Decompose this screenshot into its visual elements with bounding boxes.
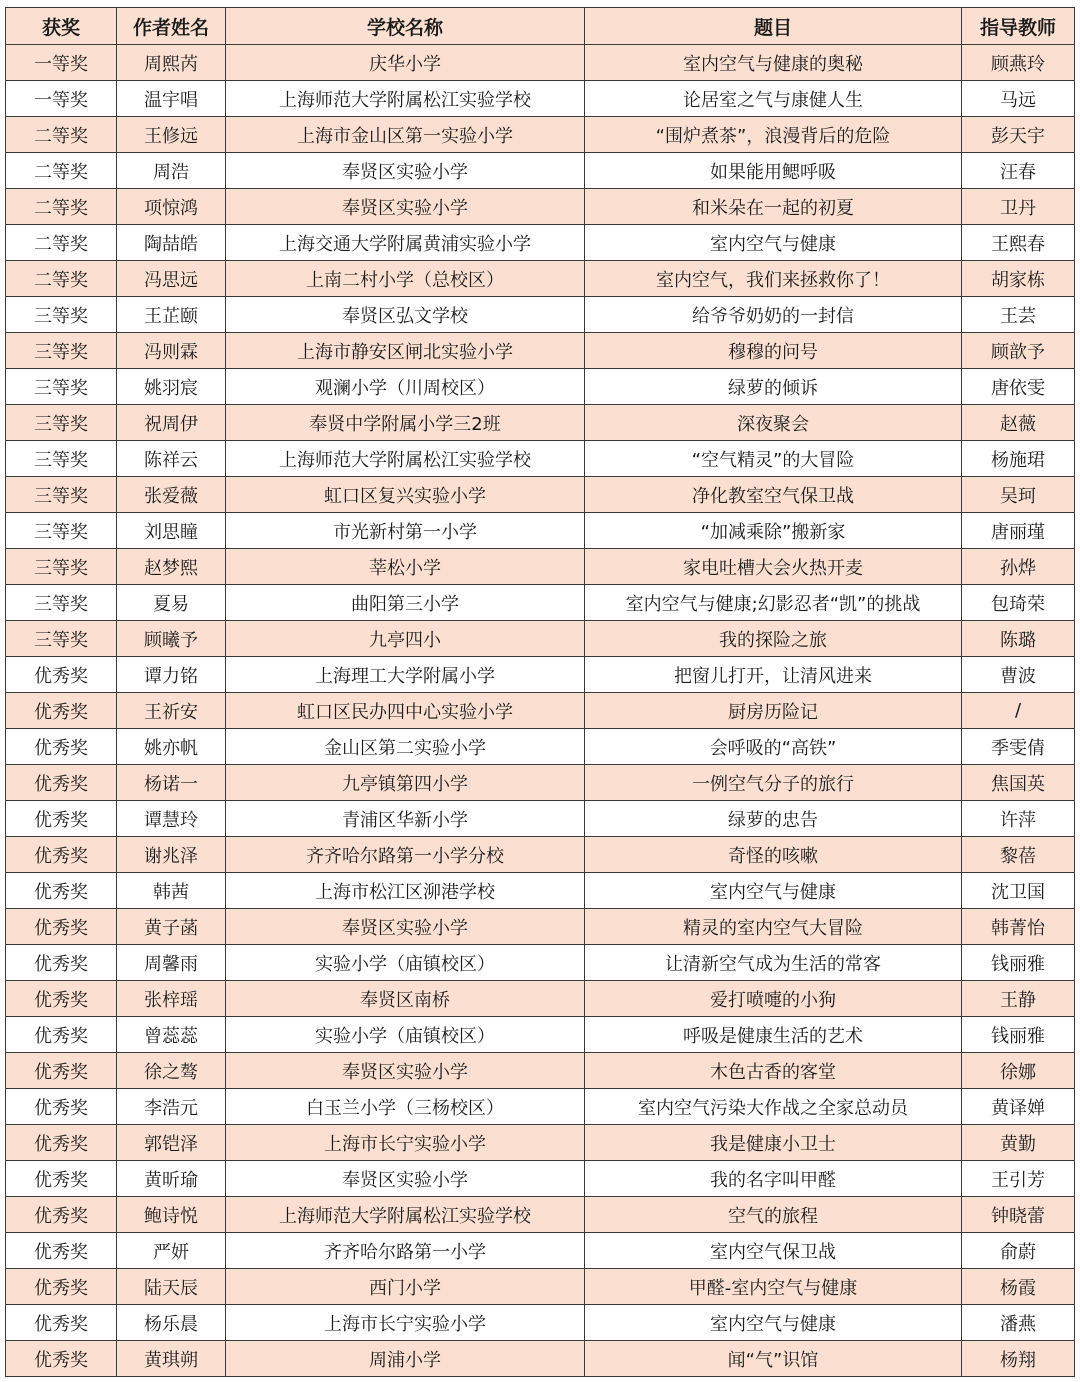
table-row xyxy=(6,1017,1075,1053)
award-cell: 二等奖 xyxy=(6,153,117,189)
author-cell: 赵梦熙 xyxy=(117,549,226,585)
teacher-cell: 钱丽雅 xyxy=(962,945,1075,981)
teacher-cell: 黄译婵 xyxy=(962,1089,1075,1125)
teacher-cell: 杨霞 xyxy=(962,1269,1075,1305)
school-cell: 西门小学 xyxy=(226,1269,585,1305)
table-row xyxy=(6,117,1075,153)
table-row xyxy=(6,729,1075,765)
title-cell: 厨房历险记 xyxy=(585,693,962,729)
award-cell: 优秀奖 xyxy=(6,837,117,873)
author-cell: 姚羽宸 xyxy=(117,369,226,405)
school-cell: 上海师范大学附属松江实验学校 xyxy=(226,441,585,477)
table-row xyxy=(6,549,1075,585)
author-cell: 王芷颐 xyxy=(117,297,226,333)
header-row xyxy=(6,8,1075,45)
header-teacher: 指导教师 xyxy=(962,8,1075,45)
award-cell: 优秀奖 xyxy=(6,1341,117,1377)
title-cell: 室内空气与健康的奥秘 xyxy=(585,45,962,81)
award-cell: 优秀奖 xyxy=(6,657,117,693)
table-row xyxy=(6,693,1075,729)
author-cell: 陈祥云 xyxy=(117,441,226,477)
title-cell: 室内空气与健康 xyxy=(585,225,962,261)
title-cell: 室内空气保卫战 xyxy=(585,1233,962,1269)
author-cell: 项惊鸿 xyxy=(117,189,226,225)
school-cell: 莘松小学 xyxy=(226,549,585,585)
author-cell: 黄琪朔 xyxy=(117,1341,226,1377)
title-cell: 室内空气与健康 xyxy=(585,873,962,909)
teacher-cell: 胡家栋 xyxy=(962,261,1075,297)
title-cell: 穆穆的问号 xyxy=(585,333,962,369)
author-cell: 周浩 xyxy=(117,153,226,189)
award-cell: 优秀奖 xyxy=(6,801,117,837)
table-row xyxy=(6,477,1075,513)
teacher-cell: 潘燕 xyxy=(962,1305,1075,1341)
table-row xyxy=(6,1053,1075,1089)
header-award: 获奖 xyxy=(6,8,117,45)
title-cell: 把窗儿打开，让清风进来 xyxy=(585,657,962,693)
title-cell: 我的探险之旅 xyxy=(585,621,962,657)
teacher-cell: 陈璐 xyxy=(962,621,1075,657)
author-cell: 周熙芮 xyxy=(117,45,226,81)
author-cell: 顾曦予 xyxy=(117,621,226,657)
title-cell: 我是健康小卫士 xyxy=(585,1125,962,1161)
author-cell: 陶喆皓 xyxy=(117,225,226,261)
table-row xyxy=(6,1305,1075,1341)
header-school: 学校名称 xyxy=(226,8,585,45)
teacher-cell: 徐娜 xyxy=(962,1053,1075,1089)
title-cell: 我的名字叫甲醛 xyxy=(585,1161,962,1197)
teacher-cell: 顾歆予 xyxy=(962,333,1075,369)
author-cell: 陆天辰 xyxy=(117,1269,226,1305)
school-cell: 上海市金山区第一实验小学 xyxy=(226,117,585,153)
award-cell: 三等奖 xyxy=(6,333,117,369)
title-cell: 爱打喷嚏的小狗 xyxy=(585,981,962,1017)
awards-table-container xyxy=(5,7,1074,1377)
title-cell: 室内空气污染大作战之全家总动员 xyxy=(585,1089,962,1125)
teacher-cell: 包琦荣 xyxy=(962,585,1075,621)
school-cell: 周浦小学 xyxy=(226,1341,585,1377)
award-cell: 优秀奖 xyxy=(6,1233,117,1269)
teacher-cell: 汪春 xyxy=(962,153,1075,189)
teacher-cell: 黎蓓 xyxy=(962,837,1075,873)
award-cell: 优秀奖 xyxy=(6,1305,117,1341)
school-cell: 市光新村第一小学 xyxy=(226,513,585,549)
table-row xyxy=(6,981,1075,1017)
title-cell: 给爷爷奶奶的一封信 xyxy=(585,297,962,333)
title-cell: 如果能用鳃呼吸 xyxy=(585,153,962,189)
award-cell: 优秀奖 xyxy=(6,765,117,801)
school-cell: 上海师范大学附属松江实验学校 xyxy=(226,81,585,117)
teacher-cell: 顾燕玲 xyxy=(962,45,1075,81)
school-cell: 上海市长宁实验小学 xyxy=(226,1305,585,1341)
award-cell: 二等奖 xyxy=(6,225,117,261)
school-cell: 上海市静安区闸北实验小学 xyxy=(226,333,585,369)
teacher-cell: 焦国英 xyxy=(962,765,1075,801)
award-cell: 优秀奖 xyxy=(6,693,117,729)
award-cell: 优秀奖 xyxy=(6,981,117,1017)
title-cell: 室内空气与健康;幻影忍者“凯”的挑战 xyxy=(585,585,962,621)
table-row xyxy=(6,1341,1075,1377)
award-cell: 二等奖 xyxy=(6,189,117,225)
table-header xyxy=(6,8,1075,45)
header-title: 题目 xyxy=(585,8,962,45)
table-row xyxy=(6,225,1075,261)
award-cell: 三等奖 xyxy=(6,441,117,477)
teacher-cell: 唐依雯 xyxy=(962,369,1075,405)
award-cell: 优秀奖 xyxy=(6,873,117,909)
teacher-cell: 唐丽瑾 xyxy=(962,513,1075,549)
author-cell: 黄子菡 xyxy=(117,909,226,945)
author-cell: 冯思远 xyxy=(117,261,226,297)
table-row xyxy=(6,945,1075,981)
table-row xyxy=(6,1233,1075,1269)
school-cell: 白玉兰小学（三杨校区） xyxy=(226,1089,585,1125)
teacher-cell: 王熙春 xyxy=(962,225,1075,261)
school-cell: 上海市长宁实验小学 xyxy=(226,1125,585,1161)
teacher-cell: 曹波 xyxy=(962,657,1075,693)
header-author: 作者姓名 xyxy=(117,8,226,45)
table-row xyxy=(6,1197,1075,1233)
table-row xyxy=(6,1125,1075,1161)
title-cell: 和米朵在一起的初夏 xyxy=(585,189,962,225)
title-cell: “加减乘除”搬新家 xyxy=(585,513,962,549)
teacher-cell: 沈卫国 xyxy=(962,873,1075,909)
award-cell: 三等奖 xyxy=(6,369,117,405)
table-row xyxy=(6,45,1075,81)
table-row xyxy=(6,1161,1075,1197)
school-cell: 九亭镇第四小学 xyxy=(226,765,585,801)
author-cell: 周馨雨 xyxy=(117,945,226,981)
title-cell: 闻“气”识馆 xyxy=(585,1341,962,1377)
title-cell: 家电吐槽大会火热开麦 xyxy=(585,549,962,585)
award-cell: 优秀奖 xyxy=(6,1269,117,1305)
table-row xyxy=(6,873,1075,909)
title-cell: 精灵的室内空气大冒险 xyxy=(585,909,962,945)
teacher-cell: 钟晓蕾 xyxy=(962,1197,1075,1233)
award-cell: 优秀奖 xyxy=(6,729,117,765)
school-cell: 奉贤区实验小学 xyxy=(226,1161,585,1197)
award-cell: 三等奖 xyxy=(6,297,117,333)
title-cell: 绿萝的忠告 xyxy=(585,801,962,837)
award-cell: 三等奖 xyxy=(6,549,117,585)
school-cell: 实验小学（庙镇校区） xyxy=(226,945,585,981)
title-cell: 绿萝的倾诉 xyxy=(585,369,962,405)
author-cell: 杨乐晨 xyxy=(117,1305,226,1341)
author-cell: 姚亦帆 xyxy=(117,729,226,765)
author-cell: 曾蕊蕊 xyxy=(117,1017,226,1053)
teacher-cell: 季雯倩 xyxy=(962,729,1075,765)
school-cell: 奉贤区实验小学 xyxy=(226,189,585,225)
award-cell: 一等奖 xyxy=(6,45,117,81)
author-cell: 冯则霖 xyxy=(117,333,226,369)
table-row xyxy=(6,513,1075,549)
title-cell: 室内空气，我们来拯救你了！ xyxy=(585,261,962,297)
table-row xyxy=(6,405,1075,441)
award-cell: 优秀奖 xyxy=(6,1053,117,1089)
school-cell: 虹口区民办四中心实验小学 xyxy=(226,693,585,729)
school-cell: 青浦区华新小学 xyxy=(226,801,585,837)
award-cell: 优秀奖 xyxy=(6,1197,117,1233)
title-cell: 论居室之气与康健人生 xyxy=(585,81,962,117)
school-cell: 奉贤区弘文学校 xyxy=(226,297,585,333)
author-cell: 刘思瞳 xyxy=(117,513,226,549)
table-row xyxy=(6,189,1075,225)
school-cell: 奉贤区实验小学 xyxy=(226,153,585,189)
school-cell: 齐齐哈尔路第一小学分校 xyxy=(226,837,585,873)
table-row xyxy=(6,909,1075,945)
award-cell: 优秀奖 xyxy=(6,909,117,945)
teacher-cell: 吴珂 xyxy=(962,477,1075,513)
title-cell: 一例空气分子的旅行 xyxy=(585,765,962,801)
table-row xyxy=(6,369,1075,405)
teacher-cell: 杨施珺 xyxy=(962,441,1075,477)
table-row xyxy=(6,1089,1075,1125)
table-row xyxy=(6,621,1075,657)
author-cell: 温宇唱 xyxy=(117,81,226,117)
author-cell: 谭慧玲 xyxy=(117,801,226,837)
title-cell: 净化教室空气保卫战 xyxy=(585,477,962,513)
table-row xyxy=(6,153,1075,189)
award-cell: 三等奖 xyxy=(6,585,117,621)
table-row xyxy=(6,261,1075,297)
school-cell: 上海理工大学附属小学 xyxy=(226,657,585,693)
title-cell: 奇怪的咳嗽 xyxy=(585,837,962,873)
teacher-cell: 钱丽雅 xyxy=(962,1017,1075,1053)
school-cell: 齐齐哈尔路第一小学 xyxy=(226,1233,585,1269)
teacher-cell: 韩菁怡 xyxy=(962,909,1075,945)
school-cell: 观澜小学（川周校区） xyxy=(226,369,585,405)
author-cell: 鲍诗悦 xyxy=(117,1197,226,1233)
awards-table xyxy=(5,7,1075,1377)
table-row xyxy=(6,657,1075,693)
award-cell: 三等奖 xyxy=(6,513,117,549)
author-cell: 郭铠泽 xyxy=(117,1125,226,1161)
school-cell: 上海师范大学附属松江实验学校 xyxy=(226,1197,585,1233)
award-cell: 优秀奖 xyxy=(6,1161,117,1197)
award-cell: 优秀奖 xyxy=(6,1125,117,1161)
table-row xyxy=(6,585,1075,621)
author-cell: 张爱薇 xyxy=(117,477,226,513)
table-body xyxy=(6,45,1075,1377)
school-cell: 曲阳第三小学 xyxy=(226,585,585,621)
award-cell: 优秀奖 xyxy=(6,945,117,981)
teacher-cell: 俞蔚 xyxy=(962,1233,1075,1269)
title-cell: 深夜聚会 xyxy=(585,405,962,441)
teacher-cell: 黄勤 xyxy=(962,1125,1075,1161)
teacher-cell: 赵薇 xyxy=(962,405,1075,441)
table-row xyxy=(6,1269,1075,1305)
title-cell: 空气的旅程 xyxy=(585,1197,962,1233)
school-cell: 奉贤区实验小学 xyxy=(226,909,585,945)
award-cell: 优秀奖 xyxy=(6,1089,117,1125)
award-cell: 一等奖 xyxy=(6,81,117,117)
author-cell: 李浩元 xyxy=(117,1089,226,1125)
teacher-cell: 王芸 xyxy=(962,297,1075,333)
teacher-cell: 彭天宇 xyxy=(962,117,1075,153)
author-cell: 谢兆泽 xyxy=(117,837,226,873)
author-cell: 张梓瑶 xyxy=(117,981,226,1017)
table-row xyxy=(6,765,1075,801)
title-cell: 让清新空气成为生活的常客 xyxy=(585,945,962,981)
title-cell: “空气精灵”的大冒险 xyxy=(585,441,962,477)
school-cell: 上南二村小学（总校区） xyxy=(226,261,585,297)
author-cell: 徐之骜 xyxy=(117,1053,226,1089)
title-cell: 室内空气与健康 xyxy=(585,1305,962,1341)
teacher-cell: / xyxy=(962,693,1075,729)
school-cell: 奉贤区实验小学 xyxy=(226,1053,585,1089)
school-cell: 奉贤区南桥 xyxy=(226,981,585,1017)
school-cell: 庆华小学 xyxy=(226,45,585,81)
teacher-cell: 王静 xyxy=(962,981,1075,1017)
award-cell: 三等奖 xyxy=(6,477,117,513)
table-row xyxy=(6,441,1075,477)
author-cell: 韩茜 xyxy=(117,873,226,909)
author-cell: 祝周伊 xyxy=(117,405,226,441)
table-row xyxy=(6,837,1075,873)
author-cell: 谭力铭 xyxy=(117,657,226,693)
teacher-cell: 许萍 xyxy=(962,801,1075,837)
title-cell: 会呼吸的“高铁” xyxy=(585,729,962,765)
author-cell: 杨诺一 xyxy=(117,765,226,801)
teacher-cell: 杨翔 xyxy=(962,1341,1075,1377)
table-row xyxy=(6,81,1075,117)
author-cell: 王祈安 xyxy=(117,693,226,729)
award-cell: 三等奖 xyxy=(6,405,117,441)
school-cell: 实验小学（庙镇校区） xyxy=(226,1017,585,1053)
teacher-cell: 王引芳 xyxy=(962,1161,1075,1197)
award-cell: 三等奖 xyxy=(6,621,117,657)
author-cell: 夏易 xyxy=(117,585,226,621)
school-cell: 金山区第二实验小学 xyxy=(226,729,585,765)
table-row xyxy=(6,333,1075,369)
school-cell: 虹口区复兴实验小学 xyxy=(226,477,585,513)
school-cell: 上海市松江区泖港学校 xyxy=(226,873,585,909)
school-cell: 上海交通大学附属黄浦实验小学 xyxy=(226,225,585,261)
award-cell: 二等奖 xyxy=(6,117,117,153)
title-cell: “围炉煮茶”，浪漫背后的危险 xyxy=(585,117,962,153)
table-row xyxy=(6,801,1075,837)
teacher-cell: 马远 xyxy=(962,81,1075,117)
school-cell: 奉贤中学附属小学三2班 xyxy=(226,405,585,441)
title-cell: 甲醛-室内空气与健康 xyxy=(585,1269,962,1305)
author-cell: 黄昕瑜 xyxy=(117,1161,226,1197)
award-cell: 优秀奖 xyxy=(6,1017,117,1053)
school-cell: 九亭四小 xyxy=(226,621,585,657)
author-cell: 王修远 xyxy=(117,117,226,153)
table-row xyxy=(6,297,1075,333)
author-cell: 严妍 xyxy=(117,1233,226,1269)
title-cell: 呼吸是健康生活的艺术 xyxy=(585,1017,962,1053)
title-cell: 木色古香的客堂 xyxy=(585,1053,962,1089)
award-cell: 二等奖 xyxy=(6,261,117,297)
teacher-cell: 孙烨 xyxy=(962,549,1075,585)
teacher-cell: 卫丹 xyxy=(962,189,1075,225)
